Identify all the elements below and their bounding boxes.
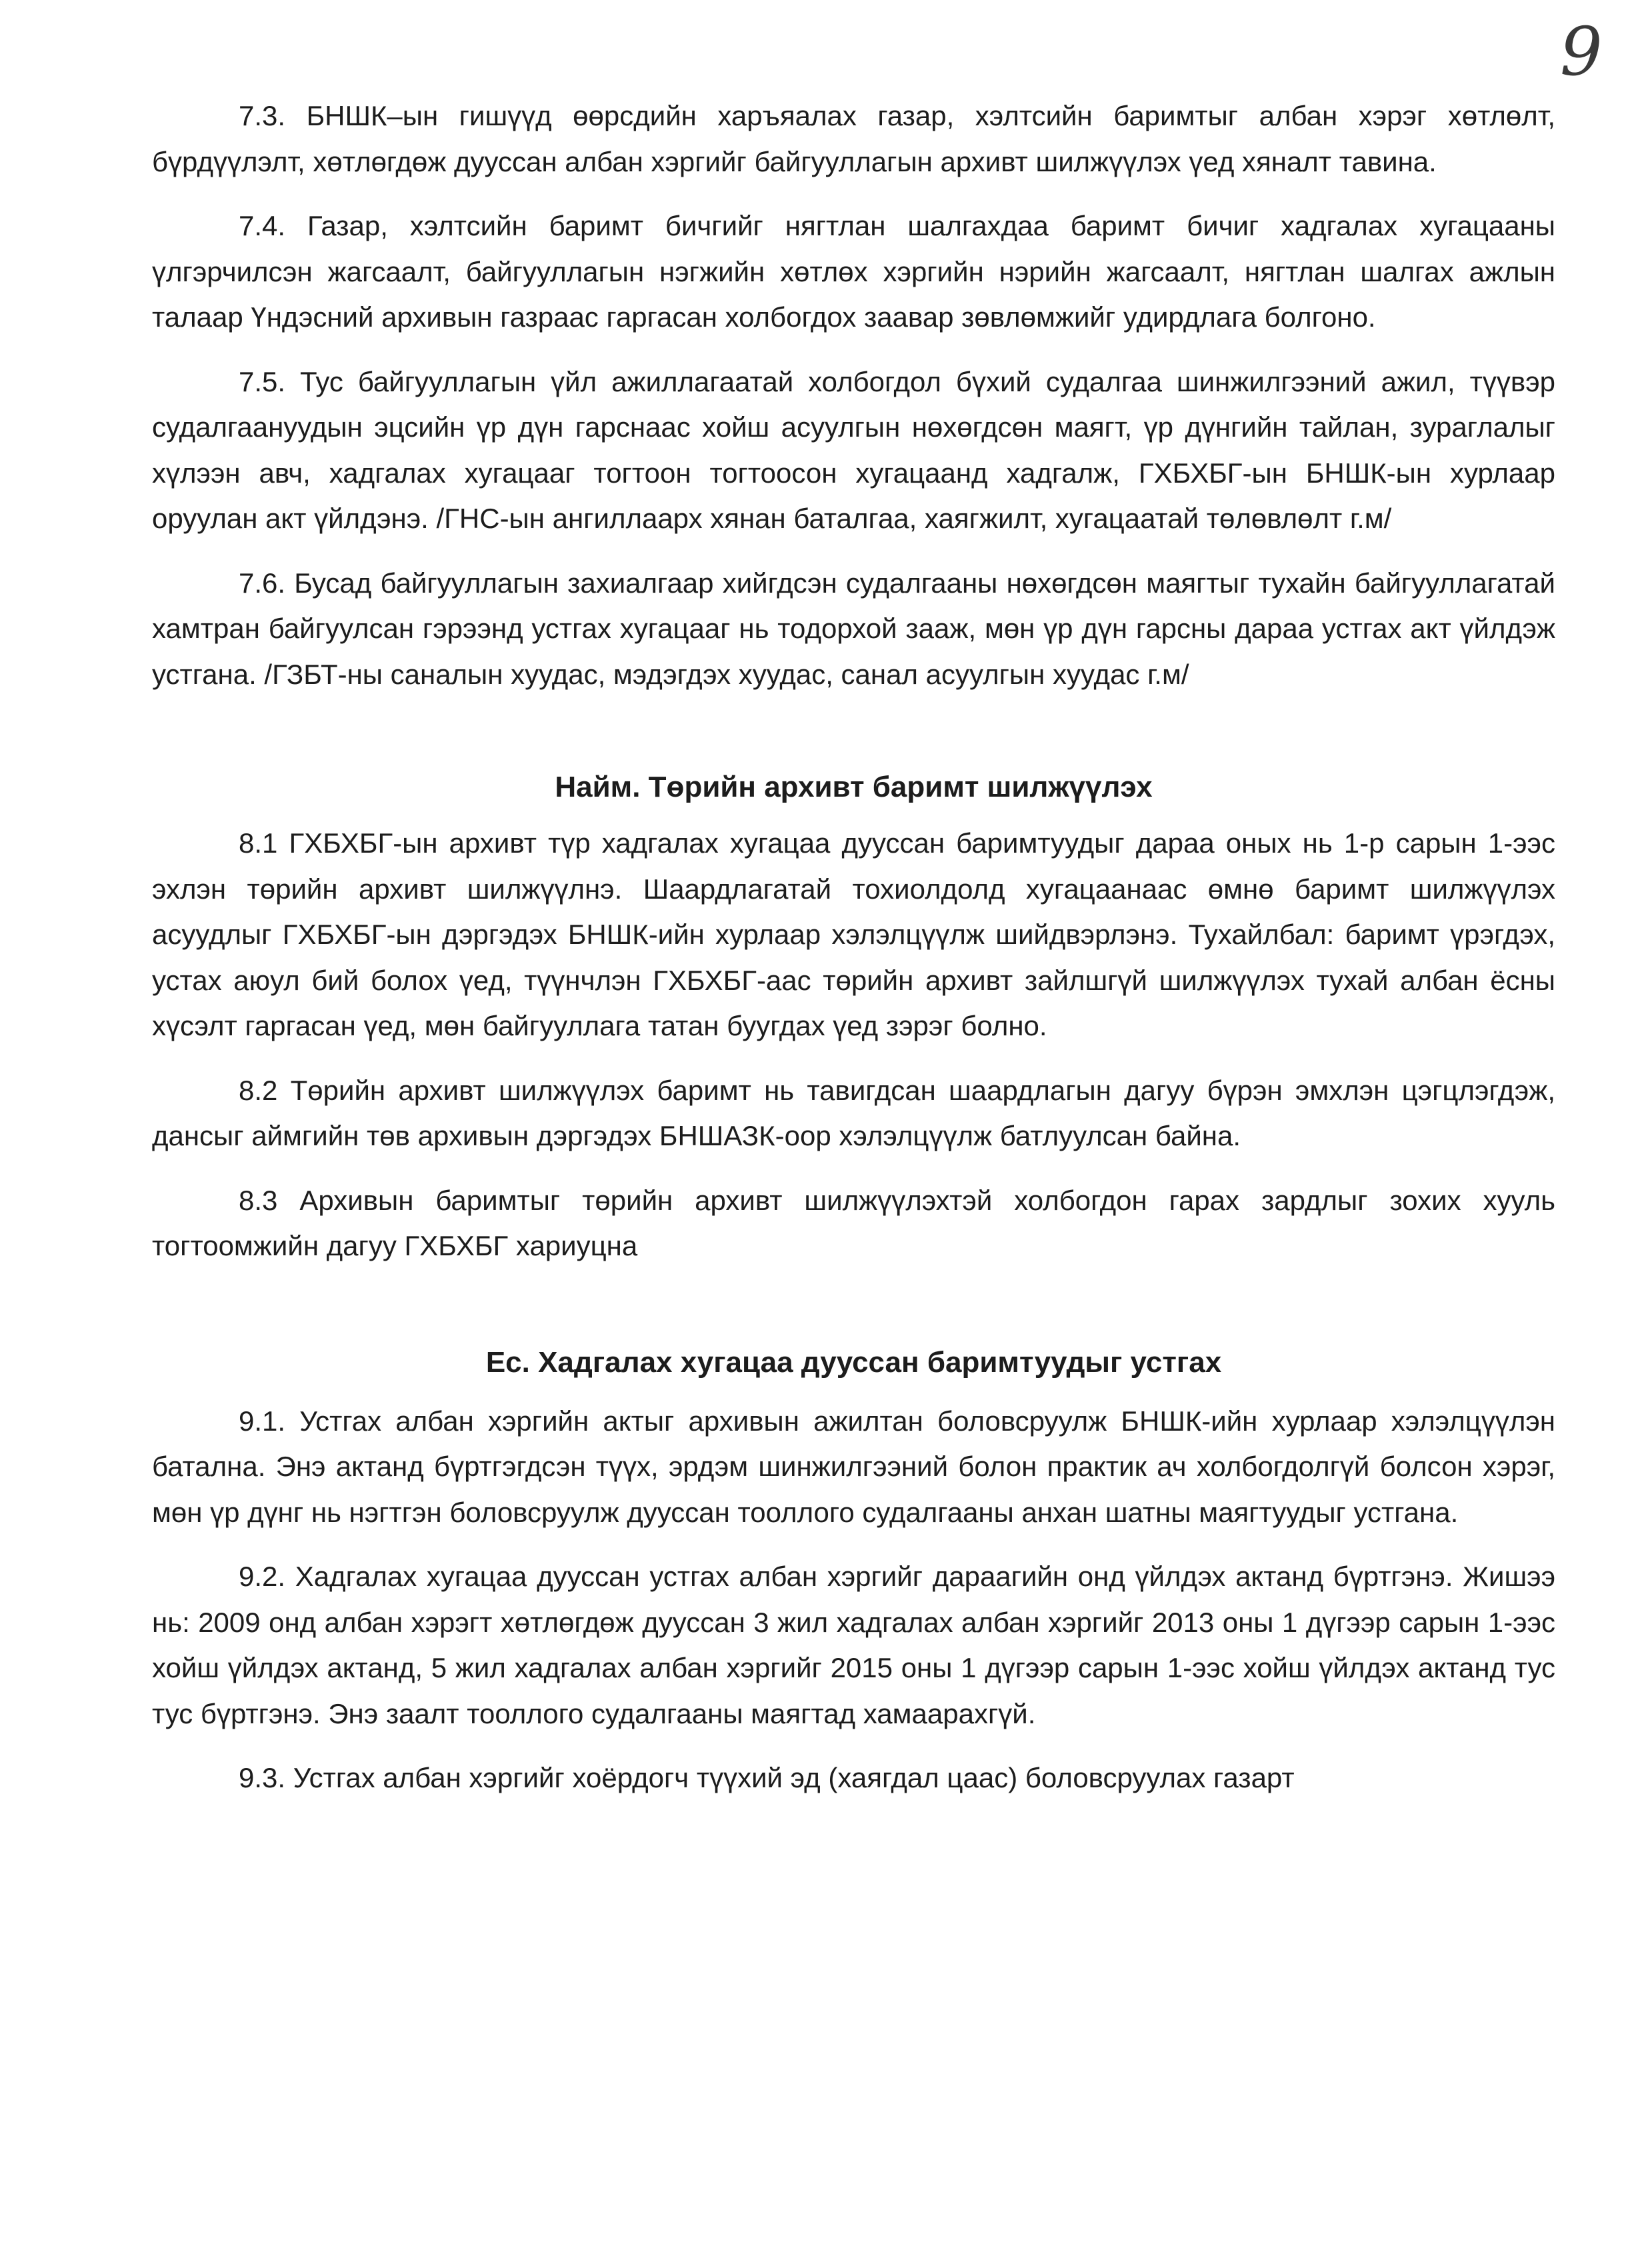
- section-9-heading: Ес. Хадгалах хугацаа дууссан баримтуудыг устгах: [485, 1345, 1222, 1379]
- paragraph-9-1: 9.1. Устгах албан хэргийн актыг архивын ажилтан боловсруулж БНШК-ийн хурлаар хэлэлцүүлэн батална. Энэ актанд бүртгэгдсэн түүх, эрдэм шинжилгээний болон практик ач холбогдолгүй болсон хэрэг, мөн үр дүнг нь нэгтгэн боловсруулж дууссан тооллого судалгааны анхан шатны маягтуудыг устгана.: [152, 1405, 1555, 1528]
- paragraph-7-5: 7.5. Тус байгууллагын үйл ажиллагаатай холбогдол бүхий судалгаа шинжилгээний ажил, түүвэр судалгаануудын эцсийн үр дүн гарснаас хойш асуулгын нөхөгдсөн маягт, үр дүнгийн тайлан, зураглалыг хүлээн авч, хадгалах хугацааг тогтоон тогтоосон хугацаанд хадгалж, ГХБХБГ-ын БНШК-ын хурлаар оруулан акт үйлдэнэ. /ГНС-ын ангиллаарх хянан баталгаа, хаягжилт, хугацаатай төлөвлөлт г.м/: [152, 365, 1555, 534]
- page-number: 9: [1560, 13, 1603, 91]
- section-9: [152, 1343, 1555, 1801]
- section-7: [152, 93, 1555, 697]
- paragraph-9-2: 9.2. Хадгалах хугацаа дууссан устгах албан хэргийг дараагийн онд үйлдэх актанд бүртгэнэ. Жишээ нь: 2009 онд албан хэрэгт хөтлөгдөж дууссан 3 жил хадгалах албан хэргийг 2013 оны 1 дүгээр сарын 1-ээс хойш үйлдэх актанд, 5 жил хадгалах албан хэргийг 2015 оны 1 дүгээр сарын 1-ээс хойш үйлдэх актанд тус тус бүртгэнэ. Энэ заалт тооллого судалгааны маягтад хамаарахгүй.: [152, 1561, 1555, 1729]
- paragraph-8-1: 8.1 ГХБХБГ-ын архивт түр хадгалах хугацаа дууссан баримтуудыг дараа оных нь 1-р сарын 1-ээс эхлэн төрийн архивт шилжүүлнэ. Шаардлагатай тохиолдолд хугацаанаас өмнө баримт шилжүүлэх асуудлыг ГХБХБГ-ын дэргэдэх БНШК-ийн хурлаар хэлэлцүүлж шийдвэрлэнэ. Тухайлбал: баримт үрэгдэх, устах аюул бий болох үед, түүнчлэн ГХБХБГ-аас төрийн архивт зайлшгүй шилжүүлэх тухай албан ёсны хүсэлт гаргасан үед, мөн байгууллага татан буугдах үед зэрэг болно.: [152, 827, 1555, 1041]
- paragraph-8-2: 8.2 Төрийн архивт шилжүүлэх баримт нь тавигдсан шаардлагын дагуу бүрэн эмхлэн цэгцлэгдэж, дансыг аймгийн төв архивын дэргэдэх БНШАЗК-оор хэлэлцүүлж батлуулсан байна.: [152, 1074, 1555, 1151]
- paragraph-7-4: 7.4. Газар, хэлтсийн баримт бичгийг нягтлан шалгахдаа баримт бичиг хадгалах хугацааны үлгэрчилсэн жагсаалт, байгууллагын нэгжийн хөтлөх хэргийн нэрийн жагсаалт, нягтлан шалгах ажлын талаар Үндэсний архивын газраас гаргасан холбогдох заавар зөвлөмжийг удирдлага болгоно.: [152, 210, 1555, 333]
- section-8: [152, 767, 1555, 1269]
- section-8-heading: Найм. Төрийн архивт баримт шилжүүлэх: [555, 771, 1153, 803]
- paragraph-7-3: 7.3. БНШК–ын гишүүд өөрсдийн харъяалах газар, хэлтсийн баримтыг албан хэрэг хөтлөлт, бүрдүүлэлт, хөтлөгдөж дууссан албан хэргийг байгууллагын архивт шилжүүлэх үед хяналт тавина.: [152, 100, 1555, 177]
- paragraph-7-6: 7.6. Бусад байгууллагын захиалгаар хийгдсэн судалгааны нөхөгдсөн маягтыг тухайн байгууллагатай хамтран байгуулсан гэрээнд устгах хугацааг нь тодорхой зааж, мөн үр дүн гарсны дараа устгах акт үйлдэж устгана. /ГЗБТ-ны саналын хуудас, мэдэгдэх хуудас, санал асуулгын хуудас г.м/: [152, 567, 1555, 690]
- document-body: [152, 93, 1555, 1820]
- paragraph-9-3: 9.3. Устгах албан хэргийг хоёрдогч түүхий эд (хаягдал цаас) боловсруулах газарт: [239, 1762, 1295, 1793]
- paragraph-8-3: 8.3 Архивын баримтыг төрийн архивт шилжүүлэхтэй холбогдон гарах зардлыг зохих хууль тогтоомжийн дагуу ГХБХБГ хариуцна: [152, 1184, 1555, 1261]
